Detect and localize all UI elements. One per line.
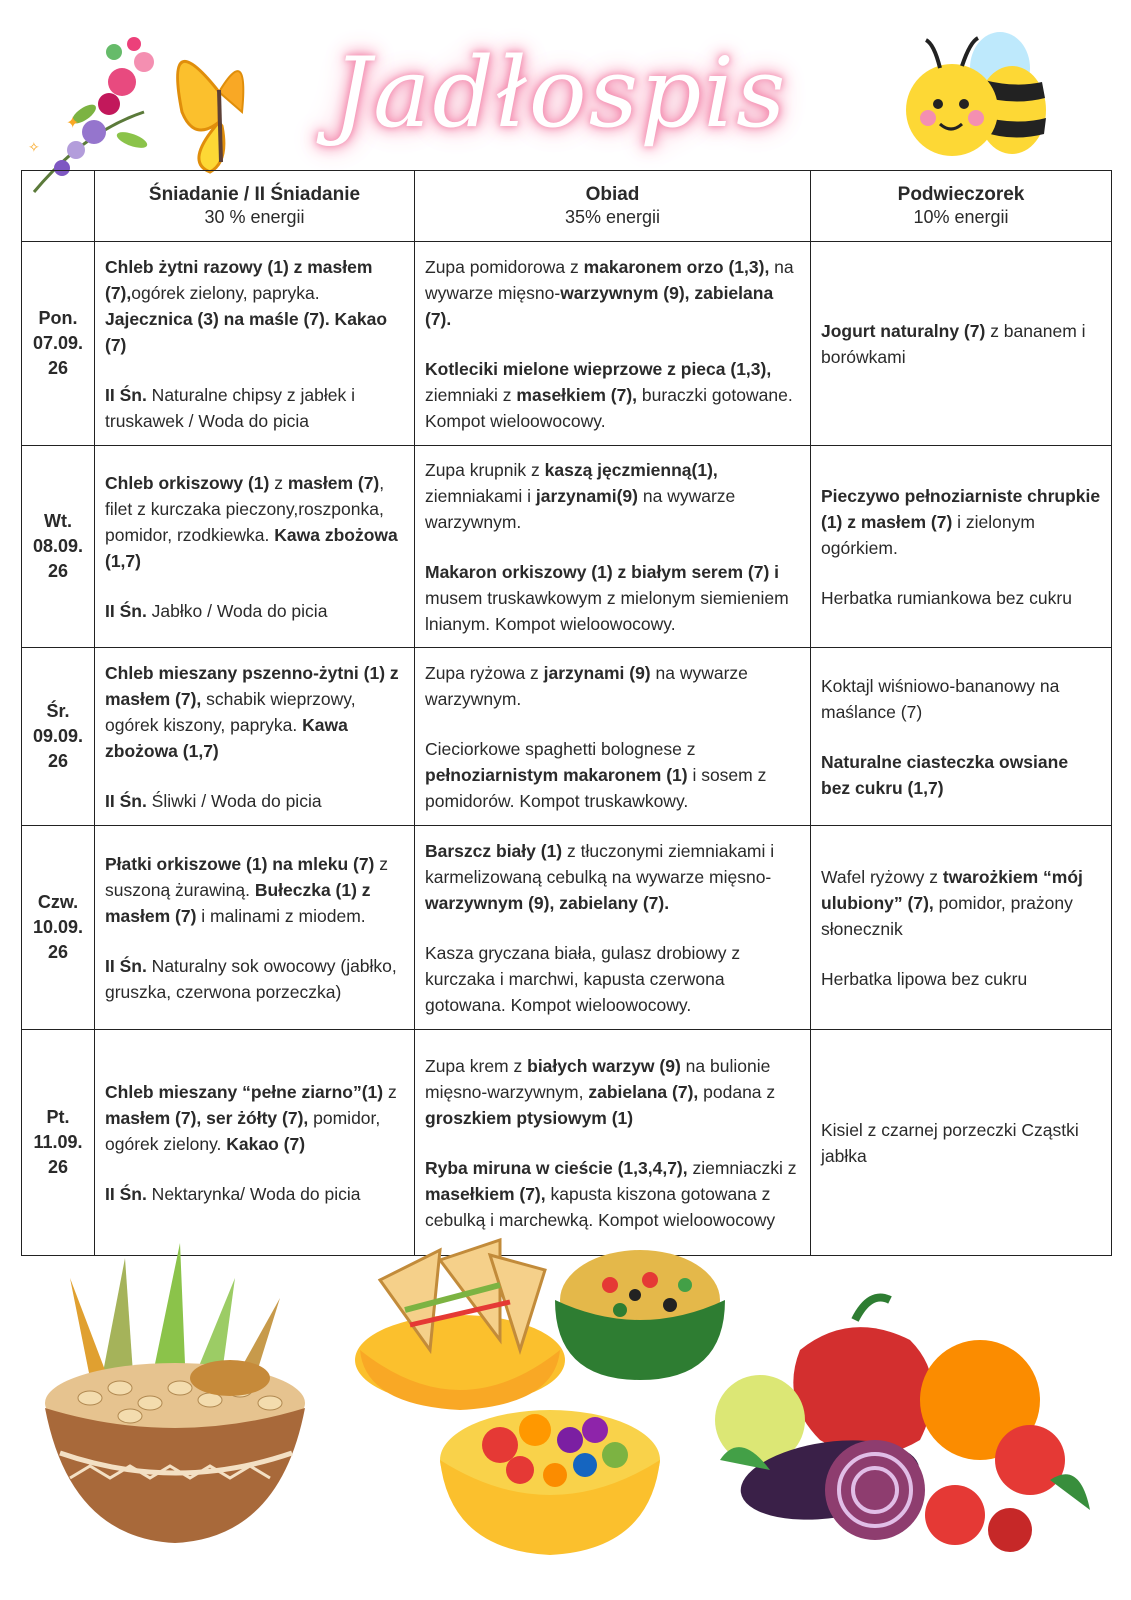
bold-text-run: II Śn.	[105, 1183, 147, 1204]
bold-text-run: masłem (7), ser żółty (7),	[105, 1107, 309, 1128]
header-breakfast-energy: 30 % energii	[204, 207, 305, 227]
day-label-line: 10.09.	[32, 917, 84, 937]
bold-text-run: zabielana (7),	[588, 1081, 699, 1102]
bold-text-run: pełnoziarnistym makaronem (1)	[425, 764, 688, 785]
text-run: Herbatka rumiankowa bez cukru	[821, 587, 1072, 608]
text-run: Zupa ryżowa z	[425, 662, 544, 683]
text-run: na wywarze warzywnym.	[425, 485, 736, 532]
header-snack	[811, 171, 1112, 242]
text-run: pomidor, ogórek zielony.	[105, 1107, 381, 1154]
text-run: ziemniaki z	[425, 384, 517, 405]
text-run: , filet z kurczaka pieczony,roszponka, pomidor, rzodkiewka.	[105, 472, 385, 545]
bold-text-run: masełkiem (7),	[425, 1183, 546, 1204]
bold-text-run: Bułeczka (1) z masłem (7)	[105, 879, 371, 926]
header-breakfast-name: Śniadanie / II Śniadanie	[148, 184, 361, 205]
menu-row	[22, 1030, 1112, 1256]
bold-text-run: Barszcz biały (1)	[425, 840, 563, 861]
breakfast-cell	[95, 1030, 415, 1256]
bee-icon	[906, 32, 1046, 156]
snack-cell	[811, 648, 1112, 826]
menu-paragraph	[821, 1117, 1101, 1169]
text-run: i zielonym ogórkiem.	[821, 511, 1035, 558]
text-run: Wafel ryżowy z	[821, 866, 943, 887]
text-run: i malinami z miodem.	[196, 905, 366, 926]
bold-text-run: Kakao (7)	[226, 1133, 306, 1154]
bold-text-run: Płatki orkiszowe (1) na mleku (7)	[105, 853, 375, 874]
day-label-line: 26	[47, 561, 69, 581]
menu-paragraph	[105, 1079, 404, 1157]
bold-text-run: Chleb mieszany pszenno-żytni (1) z masłem (7),	[105, 662, 399, 709]
text-run: Nektarynka/ Woda do picia	[146, 1183, 361, 1204]
text-run: buraczki gotowane. Kompot wieloowocowy.	[425, 384, 793, 431]
text-run: ziemniakami i	[425, 485, 536, 506]
page-title: Jadłospis	[332, 37, 788, 149]
lunch-cell	[415, 446, 811, 648]
menu-paragraph	[821, 864, 1101, 942]
day-label-line: 07.09.	[32, 333, 84, 353]
menu-paragraph	[821, 673, 1101, 725]
menu-row	[22, 648, 1112, 826]
bold-text-run: jarzynami (9)	[543, 662, 651, 683]
day-label-line: Wt.	[44, 511, 72, 531]
bold-text-run: II Śn.	[105, 790, 147, 811]
header-lunch-energy: 35% energii	[564, 207, 661, 227]
sandwich-bowl-icon	[355, 1240, 565, 1410]
bee-decoration	[900, 28, 1050, 163]
text-run: Kasza gryczana biała, gulasz drobiowy z kurczaka i marchwi, kapusta czerwona gotowana. Kompot wieloowocowy.	[425, 942, 741, 1015]
menu-paragraph	[105, 953, 404, 1005]
text-run: Naturalne chipsy z jabłek i truskawek / Woda do picia	[105, 384, 355, 431]
lunch-cell	[415, 242, 811, 446]
day-label-line: 11.09.	[33, 1132, 83, 1152]
text-run: z bananem i borówkami	[821, 320, 1086, 367]
menu-paragraph	[821, 966, 1101, 992]
bold-text-run: Jajecznica (3) na maśle (7). Kakao (7)	[105, 308, 388, 355]
menu-paragraph	[425, 838, 800, 916]
text-run: i sosem z pomidorów. Kompot truskawkowy.	[425, 764, 767, 811]
text-run: Cieciorkowe spaghetti bolognese z	[425, 738, 696, 759]
grain-bowl-icon	[45, 1243, 305, 1543]
butterfly-icon	[178, 61, 244, 172]
bold-text-run: Kawa zbożowa (1,7)	[105, 524, 398, 571]
menu-paragraph	[821, 585, 1101, 611]
day-label-cell	[22, 1030, 95, 1256]
sparkle-icon: ✦	[66, 115, 80, 132]
bold-text-run: warzywnym (9), zabielana (7).	[425, 282, 774, 329]
food-bowls-decoration	[350, 1230, 730, 1570]
day-label-line: 09.09.	[32, 726, 84, 746]
text-run: ogórek zielony, papryka.	[131, 282, 320, 303]
menu-paragraph	[425, 559, 800, 637]
menu-paragraph	[425, 1053, 800, 1131]
bold-text-run: Makaron orkiszowy (1) z białym serem (7) i	[425, 561, 780, 582]
menu-paragraph	[821, 318, 1101, 370]
grain-bowl-decoration	[30, 1238, 320, 1558]
vegetables-icon	[715, 1298, 1090, 1553]
bold-text-run: II Śn.	[105, 955, 147, 976]
menu-paragraph	[425, 660, 800, 712]
breakfast-cell	[95, 242, 415, 446]
day-label-line: 26	[47, 358, 69, 378]
day-label-cell	[22, 242, 95, 446]
menu-paragraph	[105, 254, 404, 358]
menu-header-row	[22, 171, 1112, 242]
header-snack-energy: 10% energii	[913, 207, 1009, 227]
day-label-line: 26	[47, 751, 69, 771]
breakfast-cell	[95, 826, 415, 1030]
menu-paragraph	[425, 356, 800, 434]
text-run: pomidor, prażony słonecznik	[821, 892, 1073, 939]
text-run: z	[269, 472, 288, 493]
day-label-line: 26	[47, 942, 69, 962]
bold-text-run: Pieczywo pełnoziarniste chrupkie (1) z masłem (7)	[821, 485, 1101, 532]
menu-paragraph	[105, 598, 404, 624]
text-run: Zupa krem z	[425, 1055, 528, 1076]
menu-paragraph	[425, 1155, 800, 1233]
menu-paragraph	[105, 851, 404, 929]
header-corner-cell	[22, 171, 95, 242]
header-lunch-name: Obiad	[585, 184, 640, 205]
text-run: musem truskawkowym z mielonym siemieniem lnianym. Kompot wieloowocowy.	[425, 587, 789, 634]
bold-text-run: groszkiem ptysiowym (1)	[425, 1107, 634, 1128]
text-run: Koktajl wiśniowo-bananowy na maślance (7)	[821, 675, 1060, 722]
day-label-line: 08.09.	[32, 536, 84, 556]
bold-text-run: Chleb żytni razowy (1) z masłem (7),	[105, 256, 373, 303]
menu-paragraph	[821, 749, 1101, 801]
menu-row	[22, 242, 1112, 446]
bold-text-run: Chleb mieszany “pełne ziarno”(1)	[105, 1081, 384, 1102]
lunch-cell	[415, 826, 811, 1030]
bold-text-run: Jogurt naturalny (7)	[821, 320, 986, 341]
lunch-cell	[415, 648, 811, 826]
bold-text-run: warzywnym (9), zabielany (7).	[425, 892, 670, 913]
header-breakfast	[95, 171, 415, 242]
bold-text-run: białych warzyw (9)	[527, 1055, 681, 1076]
snack-cell	[811, 242, 1112, 446]
text-run: schabik wieprzowy, ogórek kiszony, papryka.	[105, 688, 356, 735]
bold-text-run: II Śn.	[105, 384, 147, 405]
day-label-line: Śr.	[46, 701, 70, 721]
day-label-line: Pon.	[38, 308, 78, 328]
day-label-line: Pt.	[46, 1107, 70, 1127]
header-snack-name: Podwieczorek	[897, 184, 1025, 205]
menu-row	[22, 826, 1112, 1030]
menu-paragraph	[425, 736, 800, 814]
day-label-line: Czw.	[37, 892, 79, 912]
bold-text-run: II Śn.	[105, 600, 147, 621]
bold-text-run: twarożkiem “mój ulubiony” (7),	[821, 866, 1083, 913]
bold-text-run: masełkiem (7),	[516, 384, 638, 405]
text-run: z tłuczonymi ziemniakami i karmelizowaną cebulką na wywarze mięsno-	[425, 840, 775, 887]
bold-text-run: Kotleciki mielone wieprzowe z pieca (1,3),	[425, 358, 772, 379]
text-run: z suszoną żurawiną.	[105, 853, 389, 900]
menu-paragraph	[105, 660, 404, 764]
text-run: Kisiel z czarnej porzeczki Cząstki jabłka	[821, 1119, 1079, 1166]
day-label-line: 26	[47, 1157, 69, 1177]
breakfast-cell	[95, 648, 415, 826]
bold-text-run: Chleb orkiszowy (1)	[105, 472, 270, 493]
text-run: na wywarze mięsno-	[425, 256, 794, 303]
bold-text-run: masłem (7)	[287, 472, 380, 493]
text-run: Śliwki / Woda do picia	[146, 790, 322, 811]
menu-paragraph	[425, 254, 800, 332]
menu-paragraph	[105, 470, 404, 574]
bold-text-run: Kawa zbożowa (1,7)	[105, 714, 348, 761]
menu-paragraph	[425, 457, 800, 535]
text-run: Naturalny sok owocowy (jabłko, gruszka, czerwona porzeczka)	[105, 955, 397, 1002]
text-run: Jabłko / Woda do picia	[146, 600, 328, 621]
bold-text-run: Naturalne ciasteczka owsiane bez cukru (1,7)	[821, 751, 1069, 798]
header-lunch	[415, 171, 811, 242]
snack-cell	[811, 1030, 1112, 1256]
bold-text-run: kaszą jęczmienną(1),	[544, 459, 718, 480]
menu-paragraph	[105, 382, 404, 434]
menu-table	[21, 170, 1112, 1256]
text-run: podana z	[698, 1081, 776, 1102]
vegetables-decoration	[700, 1280, 1100, 1570]
text-run: na wywarze warzywnym.	[425, 662, 748, 709]
menu-row	[22, 446, 1112, 648]
text-run: ziemniaczki z	[687, 1157, 797, 1178]
day-label-cell	[22, 826, 95, 1030]
text-run: kapusta kiszona gotowana z cebulką i marchewką. Kompot wieloowocowy	[425, 1183, 776, 1230]
day-label-cell	[22, 446, 95, 648]
snack-cell	[811, 446, 1112, 648]
breakfast-cell	[95, 446, 415, 648]
snack-cell	[811, 826, 1112, 1030]
sparkle-icon: ✧	[28, 139, 40, 155]
menu-paragraph	[105, 788, 404, 814]
text-run: Herbatka lipowa bez cukru	[821, 968, 1028, 989]
fruit-bowl-icon	[440, 1410, 660, 1555]
menu-paragraph	[105, 1181, 404, 1207]
flower-cluster-icon	[34, 37, 154, 192]
text-run: Zupa pomidorowa z	[425, 256, 584, 277]
bold-text-run: makaronem orzo (1,3),	[583, 256, 770, 277]
text-run: Zupa krupnik z	[425, 459, 545, 480]
menu-paragraph	[821, 483, 1101, 561]
menu-paragraph	[425, 940, 800, 1018]
text-run: z	[383, 1081, 397, 1102]
bold-text-run: jarzynami(9)	[535, 485, 638, 506]
day-label-cell	[22, 648, 95, 826]
bold-text-run: Ryba miruna w cieście (1,3,4,7),	[425, 1157, 688, 1178]
text-run: na bulionie mięsno-warzywnym,	[425, 1055, 771, 1102]
lunch-cell	[415, 1030, 811, 1256]
